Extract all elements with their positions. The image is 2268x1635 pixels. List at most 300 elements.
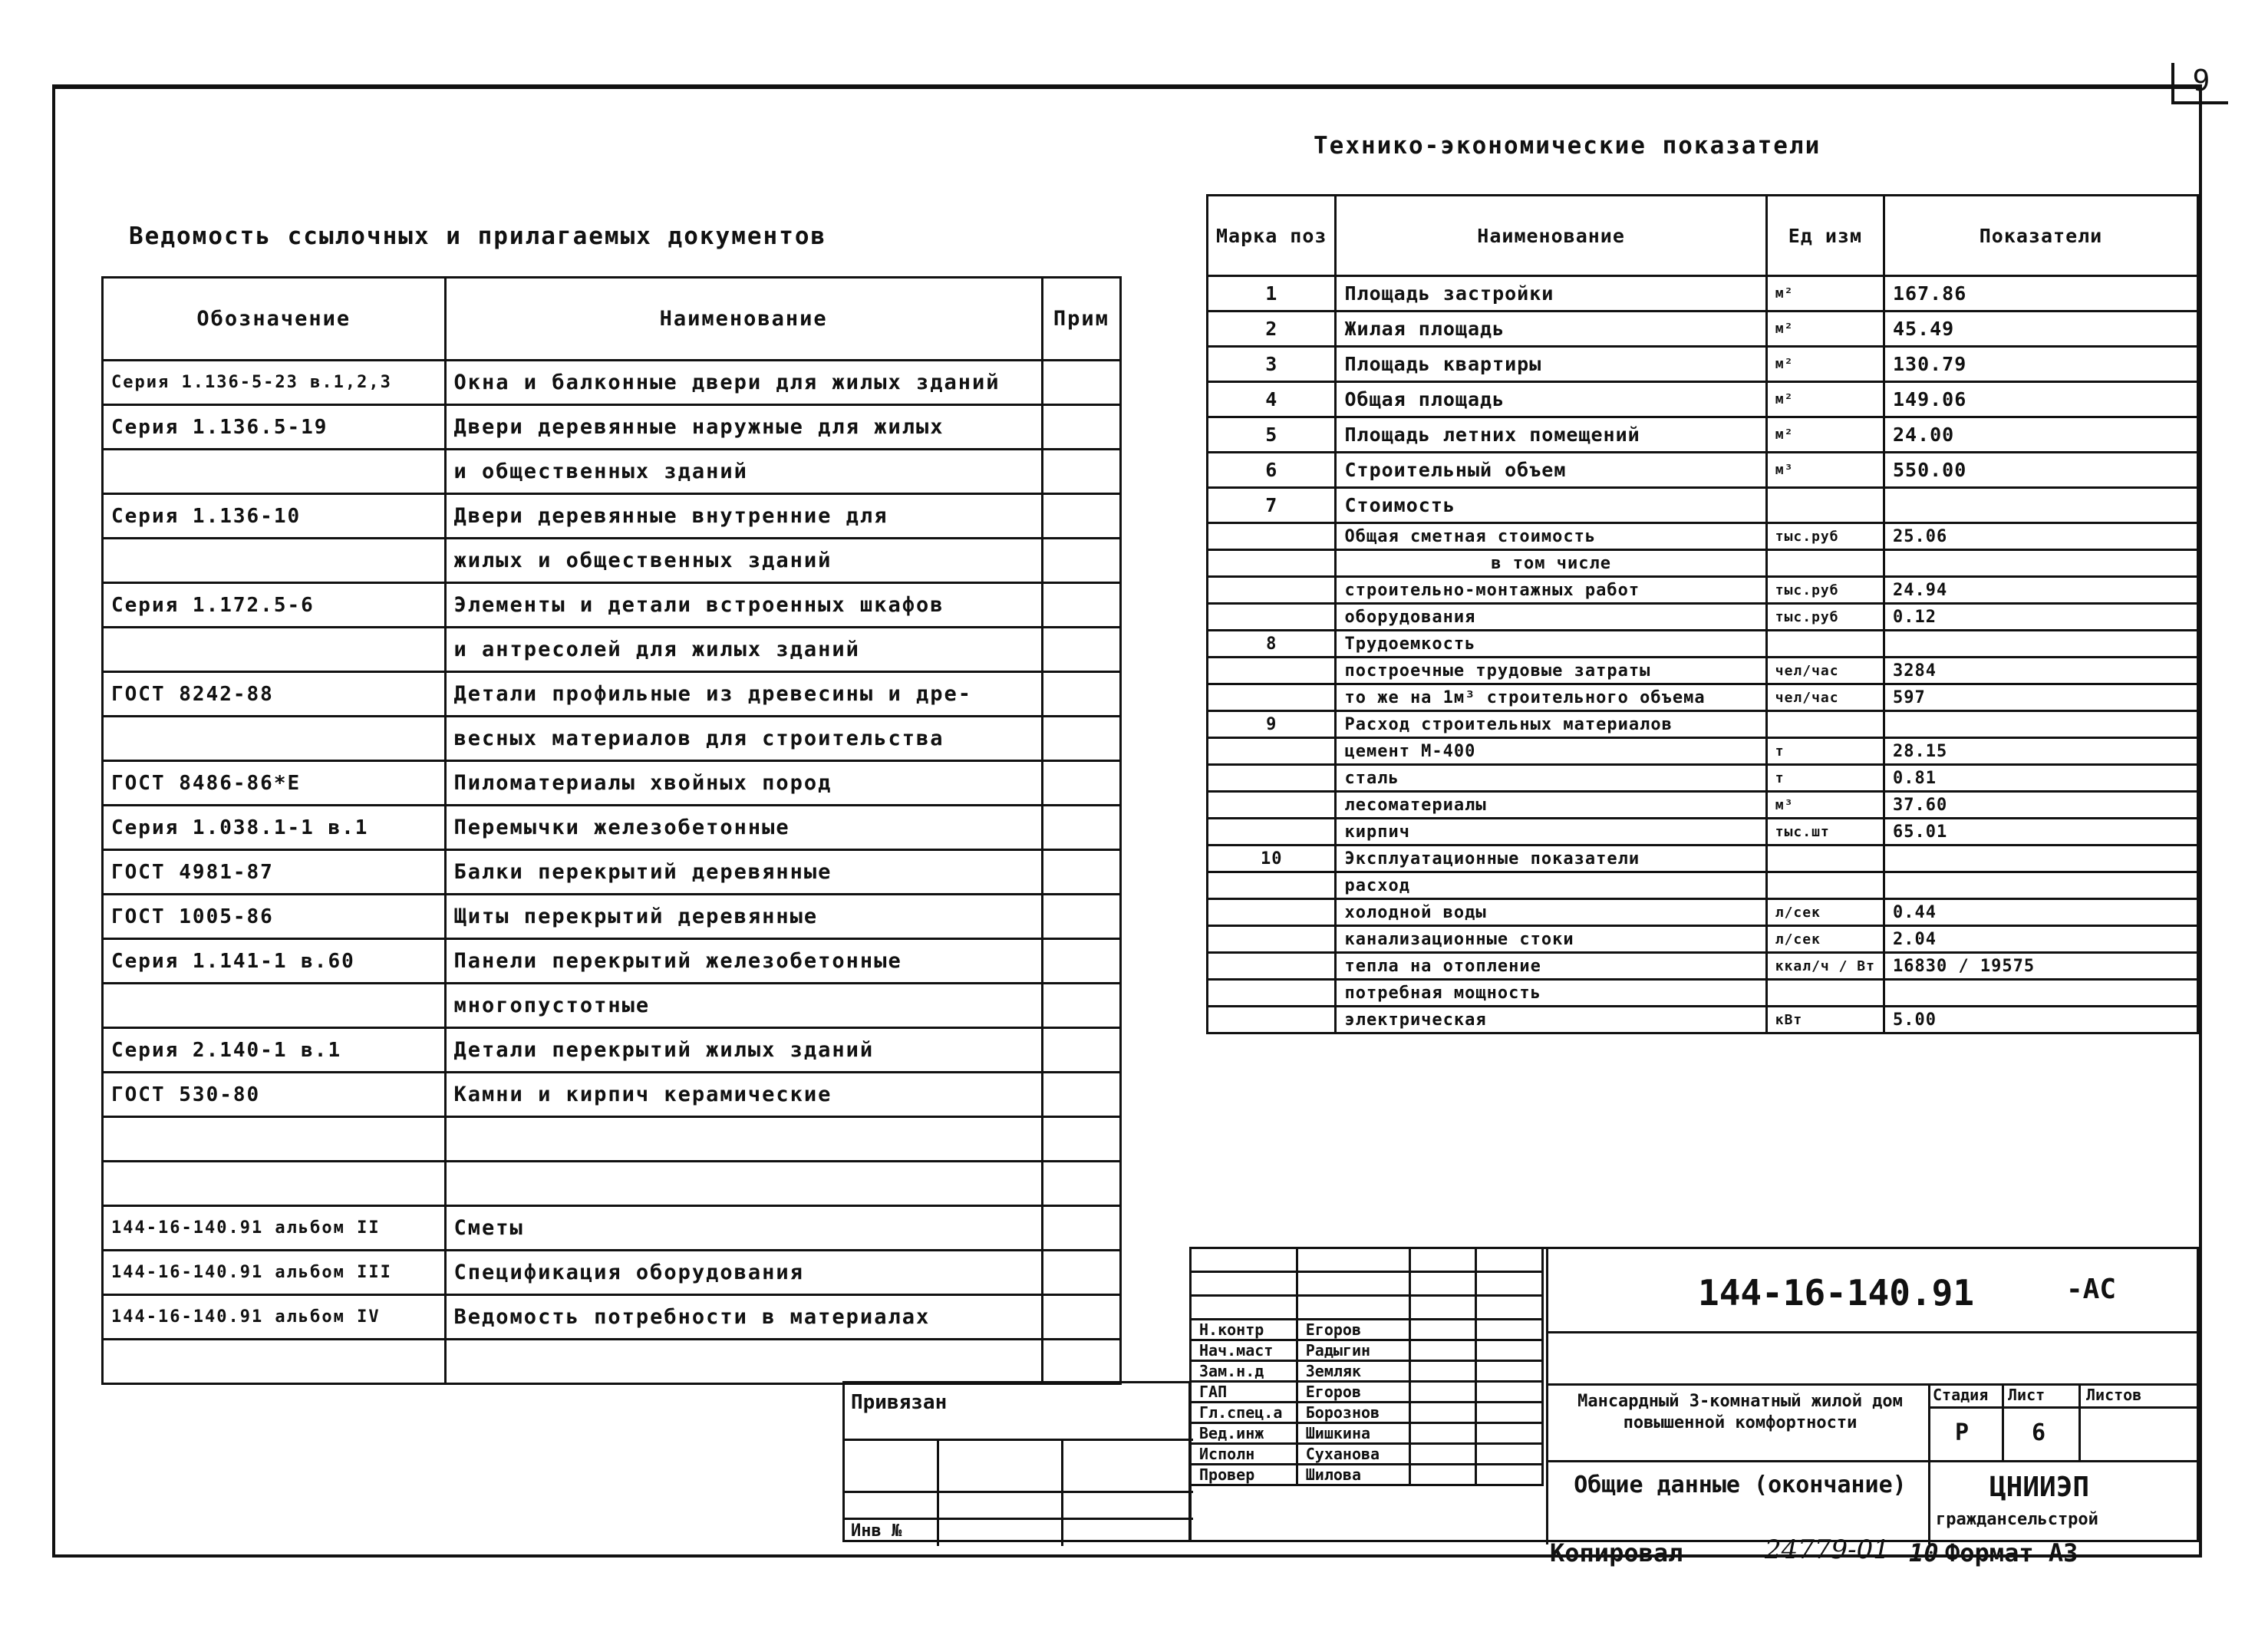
tech-value: 3284 bbox=[1884, 658, 2197, 684]
empty-cell bbox=[1476, 1296, 1543, 1320]
ref-note bbox=[1042, 761, 1120, 806]
ref-note bbox=[1042, 895, 1120, 939]
ref-note bbox=[1042, 1073, 1120, 1117]
signer-row bbox=[1191, 1361, 1543, 1382]
table-row bbox=[1208, 926, 2198, 953]
date-cell bbox=[1476, 1465, 1543, 1485]
table-row bbox=[103, 1073, 1121, 1117]
ref-designation: Серия 1.038.1-1 в.1 bbox=[103, 806, 446, 850]
table-row bbox=[103, 939, 1121, 984]
date-cell bbox=[1476, 1423, 1543, 1444]
signer-name: Егоров bbox=[1297, 1382, 1409, 1403]
ref-designation: Серия 1.141-1 в.60 bbox=[103, 939, 446, 984]
ref-designation: ГОСТ 8242-88 bbox=[103, 672, 446, 717]
tech-unit: м² bbox=[1766, 417, 1884, 453]
table-row bbox=[1208, 347, 2198, 382]
tech-unit bbox=[1766, 488, 1884, 523]
tech-name: канализационные стоки bbox=[1336, 926, 1766, 953]
ref-note bbox=[1042, 850, 1120, 895]
ref-name bbox=[445, 1340, 1042, 1384]
signer-row bbox=[1191, 1340, 1543, 1361]
signer-row bbox=[1191, 1423, 1543, 1444]
tech-value bbox=[1884, 846, 2197, 872]
ref-designation: ГОСТ 4981-87 bbox=[103, 850, 446, 895]
ref-name: жилых и общественных зданий bbox=[445, 539, 1042, 583]
tech-pos bbox=[1208, 658, 1336, 684]
signer-role: Зам.н.д bbox=[1191, 1361, 1297, 1382]
table-row bbox=[1208, 1007, 2198, 1033]
ref-note bbox=[1042, 806, 1120, 850]
tech-unit bbox=[1766, 711, 1884, 738]
ref-note bbox=[1042, 672, 1120, 717]
ref-name: Двери деревянные наружные для жилых bbox=[445, 405, 1042, 450]
ref-name: Панели перекрытий железобетонные bbox=[445, 939, 1042, 984]
page-number: 9 bbox=[2171, 63, 2228, 104]
table-row bbox=[1191, 1248, 1543, 1272]
table-row bbox=[1208, 819, 2198, 846]
tech-pos: 10 bbox=[1208, 846, 1336, 872]
ref-designation bbox=[103, 450, 446, 494]
table-row bbox=[103, 494, 1121, 539]
tech-unit: т bbox=[1766, 765, 1884, 792]
ref-note bbox=[1042, 539, 1120, 583]
tech-name: в том числе bbox=[1336, 550, 1766, 577]
ref-note bbox=[1042, 361, 1120, 405]
tech-unit: тыс.шт bbox=[1766, 819, 1884, 846]
tech-pos bbox=[1208, 765, 1336, 792]
table-row bbox=[1208, 382, 2198, 417]
signer-role: Нач.маст bbox=[1191, 1340, 1297, 1361]
empty-cell bbox=[1297, 1296, 1409, 1320]
copy-code: 24779-01 bbox=[1765, 1534, 1890, 1565]
table-row bbox=[1208, 523, 2198, 550]
ref-note bbox=[1042, 583, 1120, 628]
tech-pos bbox=[1208, 577, 1336, 604]
ref-note bbox=[1042, 450, 1120, 494]
tech-pos: 9 bbox=[1208, 711, 1336, 738]
ref-name: Элементы и детали встроенных шкафов bbox=[445, 583, 1042, 628]
signers-table bbox=[1189, 1247, 1544, 1486]
table-row bbox=[103, 405, 1121, 450]
ref-designation bbox=[103, 539, 446, 583]
tech-value: 0.44 bbox=[1884, 899, 2197, 926]
ref-note bbox=[1042, 1340, 1120, 1384]
tech-name: тепла на отопление bbox=[1336, 953, 1766, 980]
tech-pos bbox=[1208, 550, 1336, 577]
tech-unit: чел/час bbox=[1766, 658, 1884, 684]
tech-name: Стоимость bbox=[1336, 488, 1766, 523]
signer-name: Радыгин bbox=[1297, 1340, 1409, 1361]
ref-name: и общественных зданий bbox=[445, 450, 1042, 494]
signer-role: Н.контр bbox=[1191, 1320, 1297, 1340]
ref-designation: Серия 1.172.5-6 bbox=[103, 583, 446, 628]
ref-designation: Серия 1.136-10 bbox=[103, 494, 446, 539]
ref-designation: ГОСТ 530-80 bbox=[103, 1073, 446, 1117]
ref-designation: 144-16-140.91 альбом III bbox=[103, 1251, 446, 1295]
table-row bbox=[1208, 980, 2198, 1007]
ref-name bbox=[445, 1117, 1042, 1162]
ref-note bbox=[1042, 494, 1120, 539]
tech-name: потребная мощность bbox=[1336, 980, 1766, 1007]
ref-name: Балки перекрытий деревянные bbox=[445, 850, 1042, 895]
tech-pos: 2 bbox=[1208, 312, 1336, 347]
tech-name: Площадь летних помещений bbox=[1336, 417, 1766, 453]
ref-note bbox=[1042, 717, 1120, 761]
tech-unit: м² bbox=[1766, 276, 1884, 312]
tech-name: Жилая площадь bbox=[1336, 312, 1766, 347]
tech-pos bbox=[1208, 1007, 1336, 1033]
tech-unit: м³ bbox=[1766, 792, 1884, 819]
table-row bbox=[103, 761, 1121, 806]
signer-name: Земляк bbox=[1297, 1361, 1409, 1382]
date-cell bbox=[1476, 1320, 1543, 1340]
table-row bbox=[1208, 899, 2198, 926]
tech-pos: 4 bbox=[1208, 382, 1336, 417]
tech-unit: т bbox=[1766, 738, 1884, 765]
tech-name: кирпич bbox=[1336, 819, 1766, 846]
tech-name: оборудования bbox=[1336, 604, 1766, 631]
table-row bbox=[1208, 684, 2198, 711]
tech-pos: 5 bbox=[1208, 417, 1336, 453]
ref-designation bbox=[103, 984, 446, 1028]
tech-unit: ккал/ч / Вт bbox=[1766, 953, 1884, 980]
signer-row bbox=[1191, 1320, 1543, 1340]
tech-value: 550.00 bbox=[1884, 453, 2197, 488]
ref-name: Детали перекрытий жилых зданий bbox=[445, 1028, 1042, 1073]
references-table bbox=[101, 276, 1122, 1385]
ref-name bbox=[445, 1162, 1042, 1206]
ref-designation: 144-16-140.91 альбом IV bbox=[103, 1295, 446, 1340]
table-row bbox=[103, 450, 1121, 494]
tech-unit: м² bbox=[1766, 347, 1884, 382]
date-cell bbox=[1476, 1444, 1543, 1465]
ref-name: Детали профильные из древесины и дре- bbox=[445, 672, 1042, 717]
tech-pos bbox=[1208, 953, 1336, 980]
table-row bbox=[103, 1162, 1121, 1206]
tech-pos: 1 bbox=[1208, 276, 1336, 312]
table-row bbox=[103, 361, 1121, 405]
tech-value: 0.81 bbox=[1884, 765, 2197, 792]
stage-label: Стадия bbox=[1933, 1386, 1989, 1404]
tech-name: электрическая bbox=[1336, 1007, 1766, 1033]
signature-cell bbox=[1409, 1382, 1476, 1403]
tech-value: 0.12 bbox=[1884, 604, 2197, 631]
tech-value bbox=[1884, 872, 2197, 899]
ref-designation: ГОСТ 8486-86*Е bbox=[103, 761, 446, 806]
signer-role: Гл.спец.а bbox=[1191, 1403, 1297, 1423]
sheet-value: 6 bbox=[2032, 1419, 2046, 1446]
table-row bbox=[103, 1117, 1121, 1162]
signer-row bbox=[1191, 1403, 1543, 1423]
ref-note bbox=[1042, 1206, 1120, 1251]
sheet-title: Общие данные (окончание) bbox=[1574, 1472, 1907, 1498]
ref-designation: Серия 2.140-1 в.1 bbox=[103, 1028, 446, 1073]
tech-name: Трудоемкость bbox=[1336, 631, 1766, 658]
tech-value: 597 bbox=[1884, 684, 2197, 711]
references-title: Ведомость ссылочных и прилагаемых документов bbox=[129, 223, 827, 250]
ref-note bbox=[1042, 1028, 1120, 1073]
signer-role: Вед.инж bbox=[1191, 1423, 1297, 1444]
ref-name: и антресолей для жилых зданий bbox=[445, 628, 1042, 672]
tech-unit: тыс.руб bbox=[1766, 523, 1884, 550]
table-row bbox=[103, 1028, 1121, 1073]
ref-note bbox=[1042, 1117, 1120, 1162]
ref-name: Ведомость потребности в материалах bbox=[445, 1295, 1042, 1340]
ref-designation: Серия 1.136-5-23 в.1,2,3 bbox=[103, 361, 446, 405]
inventory-label: Инв № bbox=[851, 1521, 902, 1541]
table-row bbox=[1208, 765, 2198, 792]
table-row bbox=[1191, 1272, 1543, 1296]
tech-pos bbox=[1208, 684, 1336, 711]
ref-designation bbox=[103, 1162, 446, 1206]
project-name: Мансардный 3-комнатный жилой дом повышенной комфортности bbox=[1577, 1392, 1903, 1432]
tech-name: расход bbox=[1336, 872, 1766, 899]
table-row bbox=[1208, 872, 2198, 899]
empty-cell bbox=[1409, 1296, 1476, 1320]
signer-name: Шишкина bbox=[1297, 1423, 1409, 1444]
tech-name: Расход строительных материалов bbox=[1336, 711, 1766, 738]
tech-header-pos: Марка поз bbox=[1208, 196, 1336, 276]
tech-name: то же на 1м³ строительного объема bbox=[1336, 684, 1766, 711]
table-row bbox=[103, 1340, 1121, 1384]
table-row bbox=[1208, 550, 2198, 577]
signer-name: Егоров bbox=[1297, 1320, 1409, 1340]
sheets-label: Листов bbox=[2086, 1386, 2142, 1404]
tech-header-value: Показатели bbox=[1884, 196, 2197, 276]
tech-value: 25.06 bbox=[1884, 523, 2197, 550]
table-row bbox=[1208, 604, 2198, 631]
tech-name: Площадь квартиры bbox=[1336, 347, 1766, 382]
table-row bbox=[1208, 953, 2198, 980]
tech-value: 65.01 bbox=[1884, 819, 2197, 846]
tech-unit: тыс.руб bbox=[1766, 604, 1884, 631]
ref-designation bbox=[103, 628, 446, 672]
tech-name: Строительный объем bbox=[1336, 453, 1766, 488]
empty-cell bbox=[1191, 1296, 1297, 1320]
tech-title: Технико-экономические показатели bbox=[1314, 132, 1821, 160]
signer-row bbox=[1191, 1382, 1543, 1403]
signature-cell bbox=[1409, 1423, 1476, 1444]
tech-name: Общая сметная стоимость bbox=[1336, 523, 1766, 550]
ref-note bbox=[1042, 1295, 1120, 1340]
tech-name: Площадь застройки bbox=[1336, 276, 1766, 312]
tech-name: лесоматериалы bbox=[1336, 792, 1766, 819]
ref-name: Камни и кирпич керамические bbox=[445, 1073, 1042, 1117]
tech-value: 149.06 bbox=[1884, 382, 2197, 417]
tech-name: строительно-монтажных работ bbox=[1336, 577, 1766, 604]
table-row bbox=[1208, 738, 2198, 765]
format-label: Формат А3 bbox=[1945, 1538, 2078, 1567]
table-row bbox=[103, 1206, 1121, 1251]
tech-value: 2.04 bbox=[1884, 926, 2197, 953]
ref-designation bbox=[103, 1117, 446, 1162]
date-cell bbox=[1476, 1403, 1543, 1423]
table-row bbox=[1208, 658, 2198, 684]
tech-value: 24.00 bbox=[1884, 417, 2197, 453]
tech-pos bbox=[1208, 899, 1336, 926]
table-row bbox=[103, 583, 1121, 628]
tech-unit bbox=[1766, 980, 1884, 1007]
table-row bbox=[1208, 417, 2198, 453]
ref-note bbox=[1042, 405, 1120, 450]
ref-note bbox=[1042, 984, 1120, 1028]
tech-value: 24.94 bbox=[1884, 577, 2197, 604]
tech-value: 37.60 bbox=[1884, 792, 2197, 819]
tech-name: Общая площадь bbox=[1336, 382, 1766, 417]
ref-name: Двери деревянные внутренние для bbox=[445, 494, 1042, 539]
tech-unit bbox=[1766, 550, 1884, 577]
date-cell bbox=[1476, 1340, 1543, 1361]
date-cell bbox=[1476, 1361, 1543, 1382]
table-row bbox=[103, 1295, 1121, 1340]
signer-name: Борознов bbox=[1297, 1403, 1409, 1423]
table-row bbox=[1208, 453, 2198, 488]
tech-unit: л/сек bbox=[1766, 899, 1884, 926]
table-row bbox=[103, 1251, 1121, 1295]
signature-cell bbox=[1409, 1340, 1476, 1361]
table-row bbox=[103, 717, 1121, 761]
tech-value: 5.00 bbox=[1884, 1007, 2197, 1033]
signature-cell bbox=[1409, 1320, 1476, 1340]
empty-cell bbox=[1297, 1248, 1409, 1272]
date-cell bbox=[1476, 1382, 1543, 1403]
tech-unit: кВт bbox=[1766, 1007, 1884, 1033]
table-row bbox=[1208, 846, 2198, 872]
document-suffix: -АС bbox=[2066, 1274, 2117, 1305]
tech-header-unit: Ед изм bbox=[1766, 196, 1884, 276]
signature-cell bbox=[1409, 1444, 1476, 1465]
table-row bbox=[1208, 276, 2198, 312]
table-row bbox=[1208, 711, 2198, 738]
org-subname: граждансельстрой bbox=[1936, 1510, 2098, 1529]
tech-header-name: Наименование bbox=[1336, 196, 1766, 276]
empty-cell bbox=[1191, 1272, 1297, 1296]
table-row bbox=[1208, 312, 2198, 347]
tech-value: 28.15 bbox=[1884, 738, 2197, 765]
ref-designation bbox=[103, 717, 446, 761]
signature-cell bbox=[1409, 1403, 1476, 1423]
signer-name: Шилова bbox=[1297, 1465, 1409, 1485]
ref-name: Пиломатериалы хвойных пород bbox=[445, 761, 1042, 806]
tech-name: построечные трудовые затраты bbox=[1336, 658, 1766, 684]
tech-unit: л/сек bbox=[1766, 926, 1884, 953]
tech-pos bbox=[1208, 604, 1336, 631]
ref-designation: Серия 1.136.5-19 bbox=[103, 405, 446, 450]
empty-cell bbox=[1191, 1248, 1297, 1272]
binding-block bbox=[842, 1381, 1191, 1542]
signer-role: Провер bbox=[1191, 1465, 1297, 1485]
binding-label: Привязан bbox=[851, 1391, 948, 1414]
empty-cell bbox=[1297, 1272, 1409, 1296]
tech-unit: м³ bbox=[1766, 453, 1884, 488]
ref-name: весных материалов для строительства bbox=[445, 717, 1042, 761]
tech-pos: 6 bbox=[1208, 453, 1336, 488]
tech-unit: чел/час bbox=[1766, 684, 1884, 711]
tech-indicators-table bbox=[1206, 194, 2199, 1034]
tech-pos: 7 bbox=[1208, 488, 1336, 523]
tech-value: 167.86 bbox=[1884, 276, 2197, 312]
tech-pos: 3 bbox=[1208, 347, 1336, 382]
tech-unit bbox=[1766, 846, 1884, 872]
signer-role: ГАП bbox=[1191, 1382, 1297, 1403]
tech-pos bbox=[1208, 926, 1336, 953]
signature-cell bbox=[1409, 1361, 1476, 1382]
tech-unit: тыс.руб bbox=[1766, 577, 1884, 604]
tech-name: цемент М-400 bbox=[1336, 738, 1766, 765]
table-row bbox=[1208, 792, 2198, 819]
table-row bbox=[103, 672, 1121, 717]
tech-name: сталь bbox=[1336, 765, 1766, 792]
table-row bbox=[1208, 488, 2198, 523]
document-code: 144-16-140.91 bbox=[1698, 1272, 1975, 1314]
signature-cell bbox=[1409, 1465, 1476, 1485]
tech-value: 45.49 bbox=[1884, 312, 2197, 347]
tech-unit bbox=[1766, 631, 1884, 658]
tech-pos bbox=[1208, 523, 1336, 550]
signer-role: Исполн bbox=[1191, 1444, 1297, 1465]
tech-value bbox=[1884, 631, 2197, 658]
tech-unit: м² bbox=[1766, 382, 1884, 417]
ref-designation bbox=[103, 1340, 446, 1384]
tech-name: холодной воды bbox=[1336, 899, 1766, 926]
refs-header-note: Прим bbox=[1042, 278, 1120, 361]
tech-unit: м² bbox=[1766, 312, 1884, 347]
table-row bbox=[1208, 577, 2198, 604]
ref-name: Сметы bbox=[445, 1206, 1042, 1251]
signer-row bbox=[1191, 1444, 1543, 1465]
tech-value: 130.79 bbox=[1884, 347, 2197, 382]
empty-cell bbox=[1476, 1272, 1543, 1296]
tech-value bbox=[1884, 488, 2197, 523]
empty-cell bbox=[1409, 1272, 1476, 1296]
table-row bbox=[103, 806, 1121, 850]
refs-header-designation: Обозначение bbox=[103, 278, 446, 361]
tech-pos bbox=[1208, 738, 1336, 765]
signer-name: Суханова bbox=[1297, 1444, 1409, 1465]
tech-pos bbox=[1208, 872, 1336, 899]
ref-designation: ГОСТ 1005-86 bbox=[103, 895, 446, 939]
table-row bbox=[103, 984, 1121, 1028]
tech-name: Эксплуатационные показатели bbox=[1336, 846, 1766, 872]
ref-name: Перемычки железобетонные bbox=[445, 806, 1042, 850]
refs-header-name: Наименование bbox=[445, 278, 1042, 361]
tech-value bbox=[1884, 980, 2197, 1007]
ref-name: Окна и балконные двери для жилых зданий bbox=[445, 361, 1042, 405]
ref-designation: 144-16-140.91 альбом II bbox=[103, 1206, 446, 1251]
empty-cell bbox=[1409, 1248, 1476, 1272]
stage-value: Р bbox=[1955, 1419, 1970, 1446]
ref-note bbox=[1042, 1162, 1120, 1206]
table-row bbox=[103, 895, 1121, 939]
signer-row bbox=[1191, 1465, 1543, 1485]
table-row bbox=[103, 628, 1121, 672]
ref-note bbox=[1042, 1251, 1120, 1295]
copied-label: Копировал bbox=[1550, 1538, 1683, 1567]
ref-name: многопустотные bbox=[445, 984, 1042, 1028]
ref-name: Спецификация оборудования bbox=[445, 1251, 1042, 1295]
tech-value bbox=[1884, 711, 2197, 738]
table-row bbox=[1191, 1296, 1543, 1320]
org-name: ЦНИИЭП bbox=[1989, 1472, 2090, 1503]
ref-name: Щиты перекрытий деревянные bbox=[445, 895, 1042, 939]
table-row bbox=[1208, 631, 2198, 658]
copy-number: 10 bbox=[1909, 1538, 1939, 1567]
sheet-label: Лист bbox=[2008, 1386, 2045, 1404]
table-row bbox=[103, 850, 1121, 895]
tech-value: 16830 / 19575 bbox=[1884, 953, 2197, 980]
ref-note bbox=[1042, 628, 1120, 672]
tech-pos: 8 bbox=[1208, 631, 1336, 658]
